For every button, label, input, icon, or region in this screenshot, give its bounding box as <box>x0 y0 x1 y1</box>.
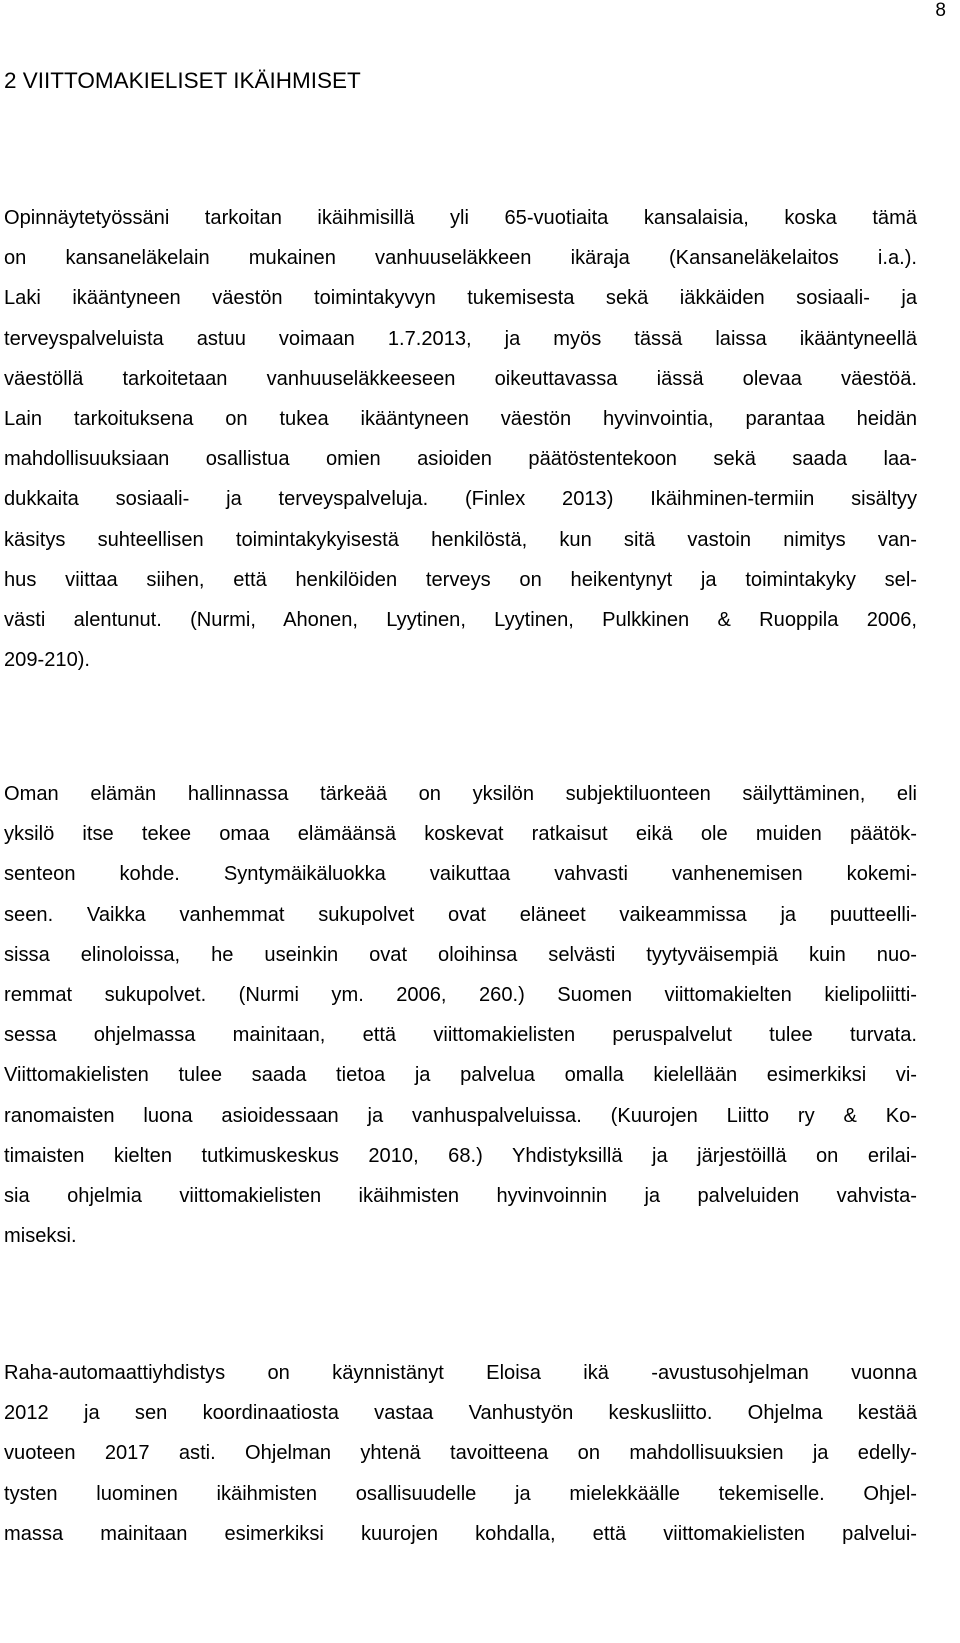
text-line: miseksi. <box>4 1225 77 1248</box>
text-line: 209-210). <box>4 649 91 672</box>
paragraph-2 <box>4 774 917 1256</box>
text-line: ranomaisten luona asioidessaan ja vanhuspalveluissa. (Kuurojen Liitto ry & Ko- <box>4 1104 917 1127</box>
paragraph-3 <box>4 1353 917 1554</box>
text-line: 2012 ja sen koordinaatiosta vastaa Vanhustyön keskusliitto. Ohjelma kestää <box>4 1402 917 1425</box>
text-line: on kansaneläkelain mukainen vanhuuseläkkeen ikäraja (Kansaneläkelaitos i.a.). <box>4 247 917 270</box>
text-line: timaisten kielten tutkimuskeskus 2010, 68.) Yhdistyksillä ja järjestöillä on erilai- <box>4 1144 917 1167</box>
text-line: terveyspalveluista astuu voimaan 1.7.2013, ja myös tässä laissa ikääntyneellä <box>4 327 917 350</box>
text-line: remmat sukupolvet. (Nurmi ym. 2006, 260.) Suomen viittomakielten kielipoliitti- <box>4 983 917 1006</box>
text-line: tysten luominen ikäihmisten osallisuudelle ja mielekkäälle tekemiselle. Ohjel- <box>4 1482 917 1505</box>
text-line: Raha-automaattiyhdistys on käynnistänyt Eloisa ikä -avustusohjelman vuonna <box>4 1362 917 1384</box>
text-line: Viittomakielisten tulee saada tietoa ja palvelua omalla kielellään esimerkiksi vi- <box>4 1064 917 1087</box>
chapter-heading: 2 VIITTOMAKIELISET IKÄIHMISET <box>4 68 361 93</box>
text-line: vuoteen 2017 asti. Ohjelman yhtenä tavoitteena on mahdollisuuksien ja edelly- <box>4 1442 917 1465</box>
text-line: dukkaita sosiaali- ja terveyspalveluja. (Finlex 2013) Ikäihminen-termiin sisältyy <box>4 488 917 511</box>
text-line: sessa ohjelmassa mainitaan, että viittomakielisten peruspalvelut tulee turvata. <box>4 1024 917 1047</box>
text-line: Lain tarkoituksena on tukea ikääntyneen väestön hyvinvointia, parantaa heidän <box>4 407 917 430</box>
text-line: Opinnäytetyössäni tarkoitan ikäihmisillä yli 65-vuotiaita kansalaisia, koska tämä <box>4 207 917 229</box>
text-line: västi alentunut. (Nurmi, Ahonen, Lyytinen, Lyytinen, Pulkkinen & Ruoppila 2006, <box>4 608 917 631</box>
text-line: Oman elämän hallinnassa tärkeää on yksilön subjektiluonteen säilyttäminen, eli <box>4 783 917 805</box>
text-line: yksilö itse tekee omaa elämäänsä koskevat ratkaisut eikä ole muiden päätök- <box>4 823 917 846</box>
paragraph-1 <box>4 198 917 680</box>
text-line: sissa elinoloissa, he useinkin ovat oloihinsa selvästi tyytyväisempiä kuin nuo- <box>4 943 917 966</box>
text-line: hus viittaa siihen, että henkilöiden terveys on heikentynyt ja toimintakyky sel- <box>4 568 917 591</box>
text-line: sia ohjelmia viittomakielisten ikäihmisten hyvinvoinnin ja palveluiden vahvista- <box>4 1184 917 1207</box>
page-number: 8 <box>935 0 946 21</box>
text-line: käsitys suhteellisen toimintakykyisestä henkilöstä, kun sitä vastoin nimitys van- <box>4 528 917 551</box>
text-line: Laki ikääntyneen väestön toimintakyvyn tukemisesta sekä iäkkäiden sosiaali- ja <box>4 287 917 310</box>
text-line: väestöllä tarkoitetaan vanhuuseläkkeeseen oikeuttavassa iässä olevaa väestöä. <box>4 367 917 390</box>
text-line: mahdollisuuksiaan osallistua omien asioiden päätöstentekoon sekä saada laa- <box>4 448 917 471</box>
text-line: senteon kohde. Syntymäikäluokka vaikuttaa vahvasti vanhenemisen kokemi- <box>4 863 917 886</box>
text-line: massa mainitaan esimerkiksi kuurojen kohdalla, että viittomakielisten palvelui- <box>4 1522 917 1545</box>
text-line: seen. Vaikka vanhemmat sukupolvet ovat eläneet vaikeammissa ja puutteelli- <box>4 903 917 926</box>
